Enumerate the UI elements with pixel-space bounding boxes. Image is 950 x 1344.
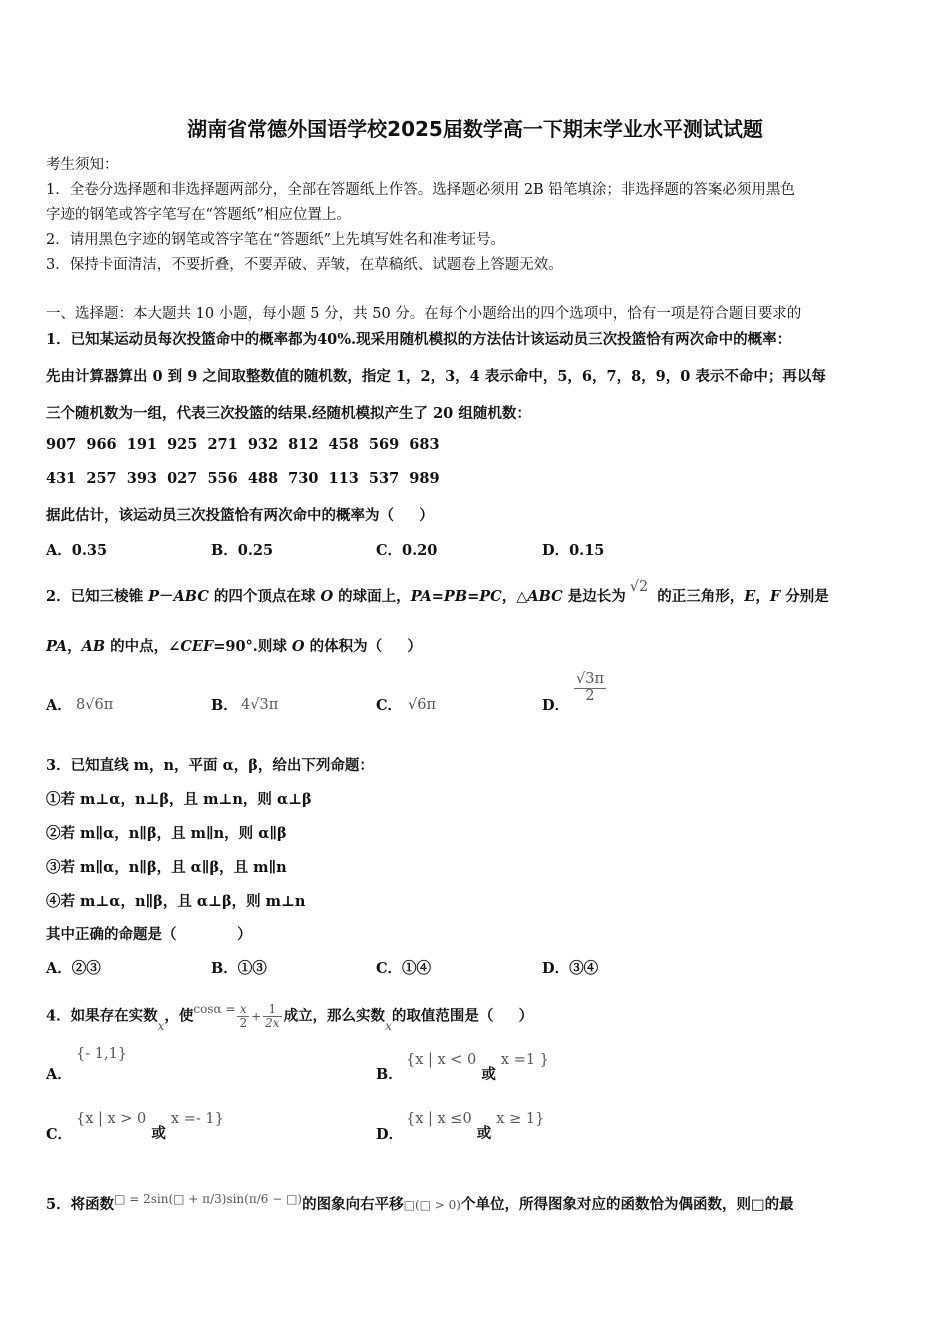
q2-option-b: B． (211, 697, 238, 714)
q3-option-d: D．③④ (542, 960, 599, 977)
q3-option-a: A．②③ (46, 960, 101, 977)
q3-proposition-1: ①若 m⊥α，n⊥β，且 m⊥n，则 α⊥β (46, 791, 312, 808)
q3-proposition-3: ③若 m∥α，n∥β，且 α∥β，且 m∥n (46, 859, 287, 876)
q2-option-d-value: $\frac{√3\pi}{2}$ (576, 671, 604, 704)
q3-option-c: C．①④ (376, 960, 432, 977)
q2-option-c-value: √6π (408, 697, 436, 713)
q2-line2: PA，AB 的中点，∠CEF=90°.则球 O 的体积为（ ） (46, 638, 422, 655)
notice-item-3: 3．保持卡面清洁，不要折叠，不要弄破、弄皱，在草稿纸、试题卷上答题无效。 (46, 257, 563, 273)
q1-line3: 三个随机数为一组，代表三次投篮的结果.经随机模拟产生了 20 组随机数： (46, 405, 531, 422)
q2-line1: 2．已知三棱锥 P－ABC 的四个顶点在球 O 的球面上，PA=PB=PC，△ABC 是边长为√2 的正三角形，E，F 分别是 (46, 579, 829, 605)
q1-numbers-row2: 431 257 393 027 556 488 730 113 537 989 (46, 470, 440, 487)
q1-option-b: B．0.25 (211, 542, 274, 559)
notice-item-2: 2．请用黑色字迹的钢笔或答字笔在“答题纸”上先填写姓名和准考证号。 (46, 232, 506, 248)
q1-option-c: C．0.20 (376, 542, 438, 559)
q3-line1: 3．已知直线 m，n，平面 α，β，给出下列命题： (46, 757, 374, 774)
q2-option-c: C． (376, 697, 403, 714)
q4-option-c-value: {x | x > 0 或 x =- 1} (76, 1111, 224, 1142)
q2-option-d: D． (542, 697, 570, 714)
q4-line: 4．如果存在实数$_x$，使$^{cos\alpha =}$ $\frac{x}{2}$ + $\frac{1}{2x}$ 成立，那么实数$_x$的取值范围是（ ） (46, 1001, 534, 1033)
page-title: 湖南省常德外国语学校2025届数学高一下期末学业水平测试试题 (187, 117, 763, 141)
q1-numbers-row1: 907 966 191 925 271 932 812 458 569 683 (46, 436, 440, 453)
notice-item-1a: 1．全卷分选择题和非选择题两部分，全部在答题纸上作答。选择题必须用 2B 铅笔填涂；非选择题的答案必须用黑色 (46, 182, 795, 198)
q1-line1: 1．已知某运动员每次投篮命中的概率都为40%.现采用随机模拟的方法估计该运动员三次投篮恰有两次命中的概率： (46, 331, 792, 348)
q2-option-a-value: 8√6π (76, 697, 114, 713)
notice-item-1b: 字迹的钢笔或答字笔写在“答题纸”相应位置上。 (46, 207, 351, 223)
q4-option-c: C． (46, 1126, 73, 1143)
sqrt2-expression: √2 (629, 579, 649, 595)
section-heading: 一、选择题：本大题共 10 小题，每小题 5 分，共 50 分。在每个小题给出的四个选项中，恰有一项是符合题目要求的 (46, 306, 802, 322)
q5-line: 5．将函数$^{□ = 2sin(□ + \pi/3)sin(\pi/6 - □)}$的图象向右平移□(□ > 0)个单位，所得图象对应的函数恰为偶函数，则□的最 (46, 1192, 794, 1213)
q2-option-a: A． (46, 697, 72, 714)
q4-option-a: A． (46, 1066, 72, 1083)
q4-option-a-value: {- 1,1} (76, 1046, 128, 1062)
q2-option-b-value: 4√3π (241, 697, 279, 713)
q4-option-d: D． (376, 1126, 404, 1143)
q1-question: 据此估计，该运动员三次投篮恰有两次命中的概率为（ ） (46, 507, 434, 524)
q5-formula: □ = 2sin(□ + π/3)sin(π/6 − □) (114, 1192, 303, 1206)
q5-shift: □(□ > 0) (403, 1198, 461, 1212)
q3-proposition-2: ②若 m∥α，n∥β，且 m∥n，则 α∥β (46, 825, 287, 842)
q1-line2: 先由计算器算出 0 到 9 之间取整数值的随机数，指定 1，2，3，4 表示命中，5，6，7，8，9，0 表示不命中；再以每 (46, 368, 826, 385)
q3-option-b: B．①③ (211, 960, 267, 977)
q4-option-d-value: {x | x ≤0 或 x ≥ 1} (406, 1111, 545, 1142)
q3-proposition-4: ④若 m⊥α，n∥β，且 α⊥β，则 m⊥n (46, 893, 306, 910)
notice-heading: 考生须知： (46, 157, 119, 173)
q1-option-d: D．0.15 (542, 542, 605, 559)
q1-option-a: A．0.35 (46, 542, 108, 559)
q4-option-b-value: {x | x < 0 或 x =1 } (406, 1052, 549, 1083)
q3-question: 其中正确的命题是（ ） (46, 926, 252, 943)
q4-option-b: B． (376, 1066, 403, 1083)
